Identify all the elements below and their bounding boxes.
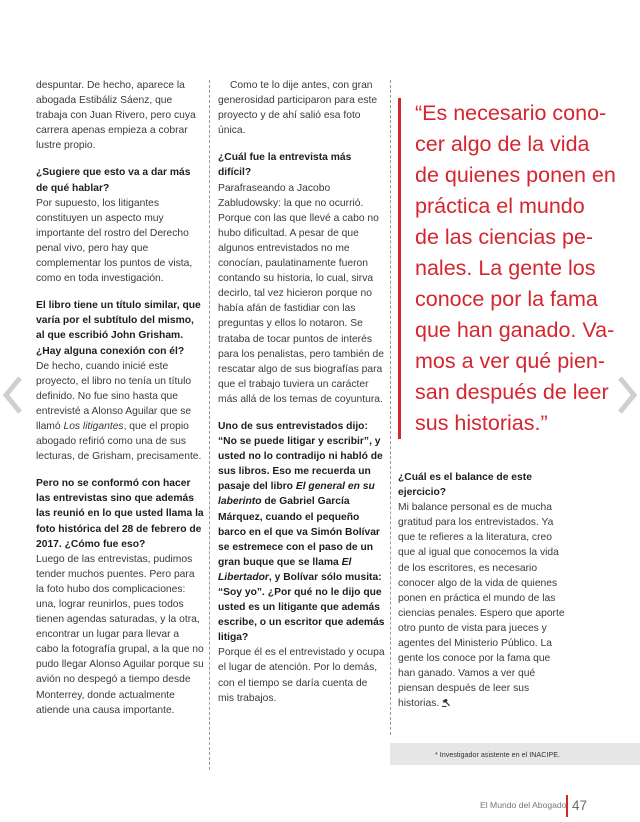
book-title: Los litigantes	[63, 420, 124, 432]
answer: Porque él es el entrevistado y ocupa el lugar de atención. Por lo demás, con el tiempo se daría cuenta de mis trabajos.	[218, 647, 385, 704]
question: Pero no se conformó con hacer las entrevistas sino que además las reunió en lo que usted llama la foto histórica del 28 de febrero de 2017. ¿Cómo fue eso?	[36, 478, 204, 550]
qa-block	[36, 298, 204, 464]
footnote-bar	[390, 743, 640, 765]
column-1	[36, 78, 204, 730]
magazine-name: El Mundo del Abogado	[480, 800, 567, 810]
gavel-icon	[442, 699, 451, 707]
answer: Mi balance personal es de mucha gratitud para los entrevistados. Ya que te refieres a la literatura, creo que al igual que conocemos la vida de los escritores, es necesario conocer algo de la vida de quienes ponen en práctica el mundo de las ciencias penales. Espero que aporte otro punto de vista para jueces y agentes del Ministerio Público. La gente los conoce por la fama que han ganado. Vamos a ver qué piensan después de leer sus historias.	[398, 502, 565, 710]
column-2	[218, 78, 386, 718]
qa-block	[218, 419, 386, 706]
column-divider	[209, 80, 210, 770]
page-number: 47	[566, 795, 587, 817]
question: ¿Cuál fue la entrevista más difícil?	[218, 152, 352, 179]
qa-block	[398, 470, 570, 712]
question: Uno de sus entrevistados dijo: “No se puede litigar y escribir”, y usted no lo contradijo ni habló de sus libros. Eso me recuerda un pasaje del libro El general en su laberinto de Gabriel García Márquez, cuando el pequeño barco en el que va Simón Bolívar se estremece con el paso de un gran buque que se llama El Libertador, y Bolívar sólo musita: “Soy yo”. ¿Por qué no le dijo que usted es un litigante que además escribe, o un escritor que además litiga?	[218, 420, 385, 644]
answer: Parafraseando a Jacobo Zabludowsky: la que no ocurrió. Porque con las que llevé a cabo no hubo dificultad. A pesar de que algunos entrevistados no me conocían, paulatinamente fueron contando su historia, lo cual, sirva decirlo, tal vez hicieron porque no había afán de fastidiar con las preguntas y ellos lo notaron. Se trataba de tocar puntos de interés para los penalistas, pero también de rescatar algo de sus biografías para que el trabajo tuviera un carácter más allá de los temas de coyuntura.	[218, 182, 384, 405]
paragraph: Como te lo dije antes, con gran generosidad participaron para este proyecto y de ahí salió esa foto única.	[218, 80, 378, 137]
answer: De hecho, cuando inicié este proyecto, el libro no tenía un título definido. No fue sino hasta que entrevisté a Alonso Aguilar que se llamó Los litigantes, que el propio abogado refirió como una de sus lecturas, de Grisham, precisamente.	[36, 360, 202, 463]
pull-quote: “Es necesario cono- cer algo de la vida de quienes ponen en práctica el mundo de las ciencias pe- nales. La gente los conoce por la fama que han ganado. Va- mos a ver qué pien- san después de leer sus historias.”	[398, 98, 627, 439]
answer: Luego de las entrevistas, pudimos tender muchos puentes. Pero para la foto hubo dos complicaciones: una, lograr reunirlos, pues todos tienen agendas saturadas, y la otra, encontrar un lugar para llevar a cabo la fotografía grupal, a la que no pudo llegar Alonso Aguilar porque su avión no despegó a tiempo desde Monterrey, donde actualmente atiende una causa importante.	[36, 553, 204, 716]
qa-block	[36, 165, 204, 286]
chevron-left-icon	[0, 374, 26, 416]
column-3	[398, 470, 570, 724]
footnote: * Investigador asistente en el INACIPE.	[434, 750, 560, 759]
qa-block	[36, 476, 204, 718]
paragraph: despuntar. De hecho, aparece la abogada Estibáliz Sáenz, que trabaja con Juan Rivero, pero cuya carrera apenas empieza a cobrar lustre propio.	[36, 80, 196, 152]
answer: Por supuesto, los litigantes constituyen un aspecto muy importante del rostro del Derecho penal vivo, pero hay que complementar los puntos de vista, como en toda investigación.	[36, 197, 193, 285]
question: ¿Sugiere que esto va a dar más de qué hablar?	[36, 167, 191, 194]
previous-page-button[interactable]	[0, 374, 26, 416]
question: El libro tiene un título similar, que varía por el subtítulo del mismo, al que escribió John Grisham. ¿Hay alguna conexión con él?	[36, 300, 201, 357]
question: ¿Cuál es el balance de este ejercicio?	[398, 472, 532, 499]
column-divider	[390, 80, 391, 735]
qa-block	[218, 150, 386, 407]
